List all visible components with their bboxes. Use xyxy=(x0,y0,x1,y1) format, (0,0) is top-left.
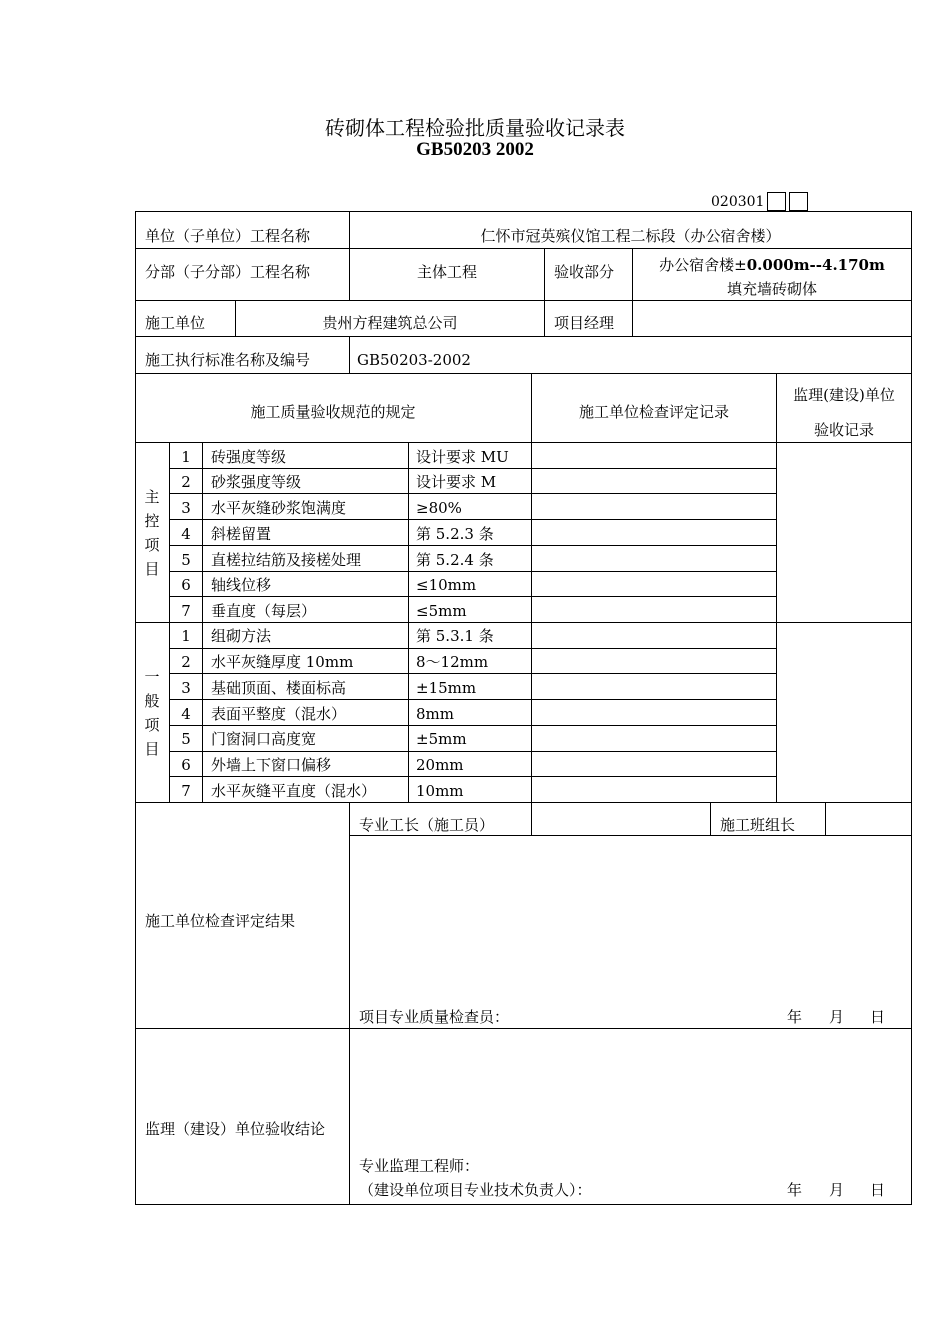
form-title: 砖砌体工程检验批质量验收记录表 xyxy=(325,116,625,140)
form-code-number: 020301 xyxy=(711,193,765,210)
standard-label: 施工执行标准名称及编号 xyxy=(145,351,311,369)
item-name: 砖强度等级 xyxy=(211,448,287,466)
item-requirement: 第 5.2.3 条 xyxy=(416,525,494,543)
subdivision-label: 分部（子分部）工程名称 xyxy=(145,263,311,281)
item-number: 3 xyxy=(181,679,191,697)
result-year-label: 年 xyxy=(787,1008,803,1026)
foreman-label: 专业工长（施工员） xyxy=(359,816,495,834)
item-requirement: 20mm xyxy=(416,756,464,774)
part-value-text: 办公宿舍楼± xyxy=(659,256,747,274)
item-requirement: 第 5.2.4 条 xyxy=(416,551,494,569)
general-label-char: 一 xyxy=(144,668,160,686)
item-requirement: 8～12mm xyxy=(416,653,489,671)
standard-code: GB50203 2002 xyxy=(416,139,534,160)
item-name: 砂浆强度等级 xyxy=(211,473,302,491)
item-requirement: ≤5mm xyxy=(416,602,467,620)
general-label-char: 般 xyxy=(144,692,160,710)
supervision-column-header-2: 验收记录 xyxy=(813,421,874,439)
item-requirement: ≥80% xyxy=(416,499,462,517)
main-control-group-label xyxy=(142,485,162,581)
item-name: 轴线位移 xyxy=(211,576,272,594)
conclusion-year-label: 年 xyxy=(787,1181,803,1199)
item-requirement: ±15mm xyxy=(416,679,477,697)
team-leader-label: 施工班组长 xyxy=(720,816,796,834)
owner-technical-lead-label: （建设单位项目专业技术负责人）： xyxy=(359,1181,592,1199)
item-number: 7 xyxy=(181,602,191,620)
item-number: 2 xyxy=(181,653,191,671)
inspection-table xyxy=(135,211,912,1205)
general-label-char: 目 xyxy=(144,740,160,758)
code-box-2[interactable] xyxy=(789,192,808,211)
item-name: 斜槎留置 xyxy=(211,525,272,543)
part-value-elevation: 0.000m--4.170m xyxy=(746,256,885,274)
item-requirement: ±5mm xyxy=(416,730,467,748)
item-requirement: 10mm xyxy=(416,782,464,800)
item-number: 4 xyxy=(181,705,191,723)
supervision-column-header-1: 监理(建设)单位 xyxy=(793,386,895,404)
item-number: 1 xyxy=(181,448,191,466)
item-name: 表面平整度（混水） xyxy=(211,705,347,723)
check-result-label: 施工单位检查评定结果 xyxy=(145,912,296,930)
item-name: 垂直度（每层） xyxy=(211,602,317,620)
general-group-label xyxy=(142,665,162,761)
subdivision-value[interactable]: 主体工程 xyxy=(416,263,477,281)
project-manager-label: 项目经理 xyxy=(554,314,615,332)
item-name: 直槎拉结筋及接槎处理 xyxy=(211,551,362,569)
item-name: 组砌方法 xyxy=(211,627,272,645)
item-name: 水平灰缝砂浆饱满度 xyxy=(211,499,347,517)
check-column-header: 施工单位检查评定记录 xyxy=(578,403,729,421)
standard-value[interactable]: GB50203-2002 xyxy=(357,351,471,369)
item-name: 门窗洞口高度宽 xyxy=(211,730,317,748)
supervising-engineer-label: 专业监理工程师： xyxy=(359,1157,480,1175)
unit-name-label: 单位（子单位）工程名称 xyxy=(145,227,311,245)
item-number: 5 xyxy=(181,730,191,748)
main-label-char: 目 xyxy=(144,560,160,578)
main-label-char: 项 xyxy=(144,536,160,554)
construction-unit-value[interactable]: 贵州方程建筑总公司 xyxy=(322,314,458,332)
item-number: 4 xyxy=(181,525,191,543)
quality-inspector-label: 项目专业质量检查员： xyxy=(359,1008,510,1026)
item-requirement: 设计要求 M xyxy=(416,473,497,491)
conclusion-day-label: 日 xyxy=(870,1181,886,1199)
item-requirement: 第 5.3.1 条 xyxy=(416,627,494,645)
item-name: 水平灰缝平直度（混水） xyxy=(211,782,377,800)
item-number: 5 xyxy=(181,551,191,569)
main-label-char: 控 xyxy=(144,512,160,530)
item-number: 6 xyxy=(181,756,191,774)
result-day-label: 日 xyxy=(870,1008,886,1026)
acceptance-part-value-line2[interactable]: 填充墙砖砌体 xyxy=(726,280,817,298)
item-name: 外墙上下窗口偏移 xyxy=(211,756,332,774)
item-name: 基础顶面、楼面标高 xyxy=(211,679,347,697)
item-requirement: 8mm xyxy=(416,705,454,723)
general-label-char: 项 xyxy=(144,716,160,734)
spec-column-header: 施工质量验收规范的规定 xyxy=(250,403,416,421)
conclusion-month-label: 月 xyxy=(829,1181,845,1199)
unit-name-value[interactable]: 仁怀市冠英殡仪馆工程二标段（办公宿舍楼） xyxy=(480,227,781,245)
item-number: 7 xyxy=(181,782,191,800)
item-requirement: ≤10mm xyxy=(416,576,477,594)
supervision-conclusion-label: 监理（建设）单位验收结论 xyxy=(145,1120,326,1138)
item-number: 1 xyxy=(181,627,191,645)
item-number: 3 xyxy=(181,499,191,517)
result-month-label: 月 xyxy=(829,1008,845,1026)
form-code xyxy=(711,192,808,211)
construction-unit-label: 施工单位 xyxy=(145,314,206,332)
item-number: 6 xyxy=(181,576,191,594)
code-box-1[interactable] xyxy=(767,192,786,211)
item-number: 2 xyxy=(181,473,191,491)
acceptance-part-value-line1[interactable] xyxy=(633,256,911,274)
item-name: 水平灰缝厚度 10mm xyxy=(211,653,354,671)
acceptance-part-label: 验收部分 xyxy=(554,263,615,281)
item-requirement: 设计要求 MU xyxy=(416,448,509,466)
main-label-char: 主 xyxy=(144,488,160,506)
